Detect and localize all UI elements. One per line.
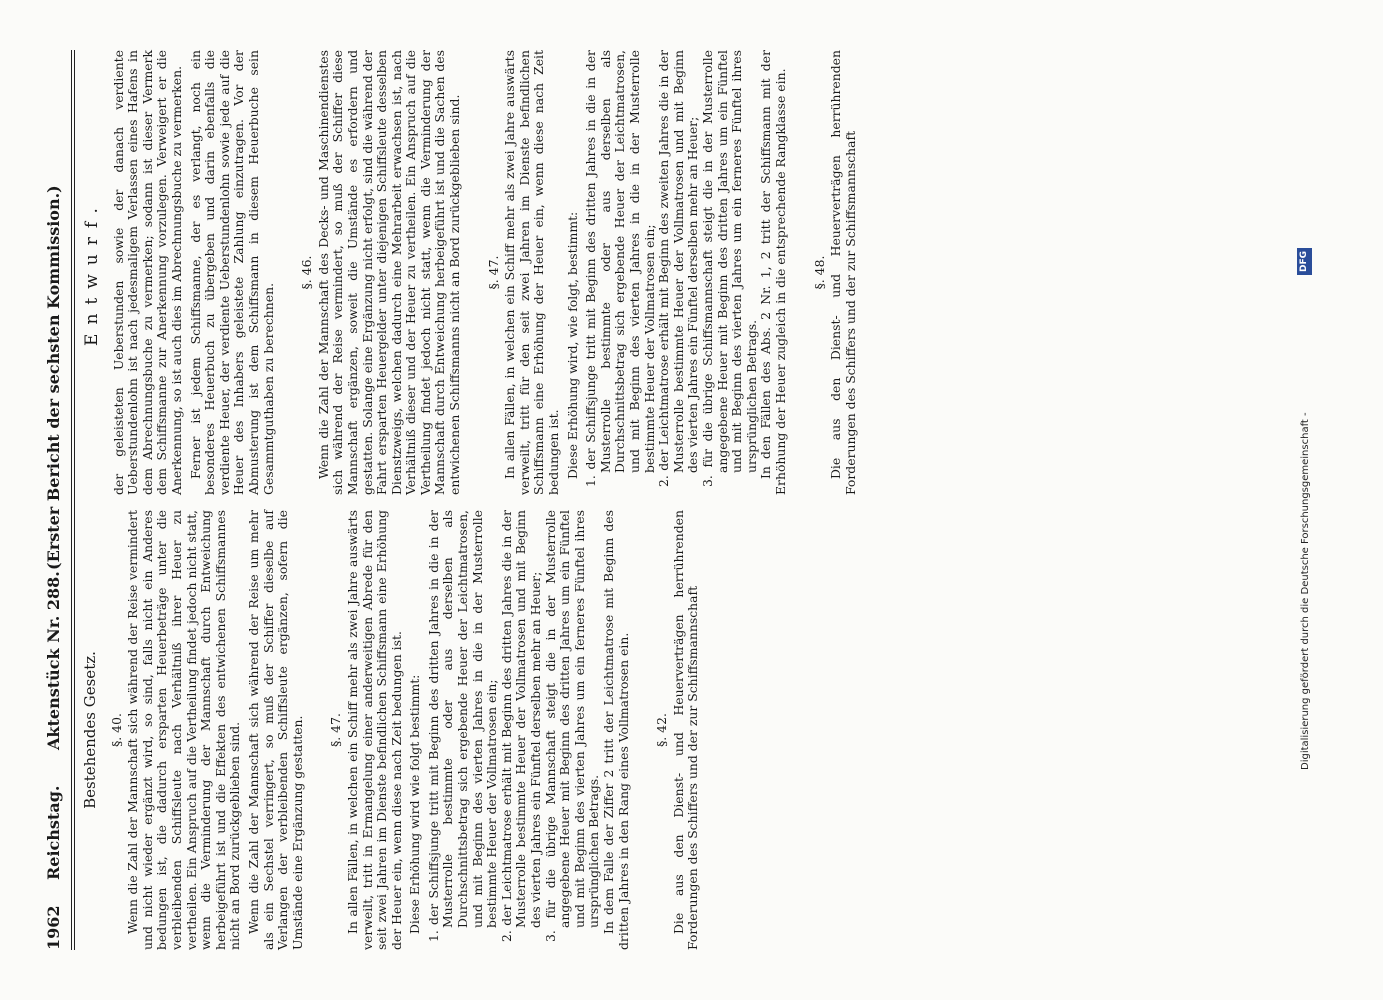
paragraph: Wenn die Zahl der Mannschaft sich während der Reise um mehr als ein Sechstel verringert, so muß der Schiffer dieselbe auf Verlangen der verbleibenden Schiffsleute ergänzen, sofern die Umstände eine Ergänzung gestatten. xyxy=(245,510,305,950)
header-reichstag: Reichstag. xyxy=(44,785,63,880)
section-number: §. 47. xyxy=(328,713,344,747)
paragraph: der geleisteten Ueberstunden sowie der danach verdiente Ueberstundenlohn ist nach jedesmaligem Verlassen eines Hafens in dem Abrechnungsbuche zu vermerken; sodann ist dieser Vermerk dem Schiffsmanne zur Anerkennung vorzulegen. Verweigert er die Anerkennung, so ist auch dies im Abrechnungsbuche zu vermerken. xyxy=(110,50,184,495)
left-column xyxy=(81,510,705,950)
list-item: 2. der Leichtmatrose erhält mit Beginn des dritten Jahres die in der Musterrolle bestimmte Heuer der Vollmatrosen und mit Beginn des vierten Jahres ein Fünftel derselben mehr an Heuer; xyxy=(498,510,544,942)
header-bericht: (Erster Bericht der sechsten Kommission.) xyxy=(44,185,63,570)
rotated-document xyxy=(41,50,1341,950)
list-item: 2. der Leichtmatrose erhält mit Beginn des zweiten Jahres die in der Musterrolle bestimmte Heuer der Vollmatrosen und mit Beginn des vierten Jahres ein Fünftel derselben mehr an Heuer; xyxy=(656,50,701,487)
page-number: 1962 xyxy=(44,905,63,950)
spacer xyxy=(467,50,481,495)
paragraph: Diese Erhöhung wird, wie folgt, bestimmt: xyxy=(564,211,580,479)
section-number: §. 40. xyxy=(108,713,124,747)
paragraph: In den Fällen des Abs. 2 Nr. 1, 2 tritt der Schiffsmann mit der Erhöhung der Heuer zugleich in die entsprechende Rangklasse ein. xyxy=(758,50,788,495)
header-aktenstueck: Aktenstück Nr. 288. xyxy=(44,571,63,750)
page-header xyxy=(44,50,71,950)
spacer xyxy=(635,510,649,950)
paragraph: Wenn die Zahl der Mannschaft des Decks- und Maschinendienstes sich während der Reise vermindert, so muß der Schiffer diese Mannschaft ergänzen, soweit die Umstände es erfordern und gestatten. Solange eine Ergänzung nicht erfolgt, sind die während der Fahrt ersparten Heuergelder unter diejenigen Schiffsleute desselben Dienstzweigs, welchen dadurch eine Mehrarbeit erwachsen ist, nach Verhältniß dieser und der Heuer zu vertheilen. Ein Anspruch auf die Vertheilung findet jedoch nicht statt, wenn die Verminderung der Mannschaft durch Entweichung herbeigeführt ist und die Sachen des entwichenen Schiffsmanns nicht an Bord zurückgeblieben sind. xyxy=(315,50,463,495)
list-item: 3. für die übrige Schiffsmannschaft steigt die in der Musterrolle angegebene Heuer mit Beginn des dritten Jahres um ein Fünftel und mit Beginn des vierten Jahres um ein ferneres Fünftel ihres ursprünglichen Betrags. xyxy=(699,50,759,487)
paragraph: Die aus den Dienst- und Heuerverträgen herrührenden Forderungen des Schiffers und der zur Schiffsmannschaft xyxy=(828,50,858,495)
paragraph: In dem Falle der Ziffer 2 tritt der Leichtmatrose mit Beginn des dritten Jahres in den Rang eines Vollmatrosen ein. xyxy=(601,510,631,950)
spacer xyxy=(309,510,323,950)
right-column-heading: Entwurf. xyxy=(82,199,102,346)
list-item: 3. für die übrige Mannschaft steigt die in der Musterrolle angegebene Heuer mit Beginn des dritten Jahres um ein Fünftel und mit Beginn des vierten Jahres um ein ferneres Fünftel ihres ursprünglichen Betrags. xyxy=(542,510,602,942)
digitization-note: Digitalisierung gefördert durch die Deutsche Forschungsgemeinschaft - xyxy=(1300,412,1311,770)
header-rule-thin xyxy=(74,50,75,950)
section-number: §. 46. xyxy=(299,255,315,290)
spacer xyxy=(793,50,807,495)
spacer xyxy=(280,50,294,495)
list-item: 1. der Schiffsjunge tritt mit Beginn des dritten Jahres in die in der Musterrolle bestimmte oder aus derselben als Durchschnittsbetrag sich ergebende Heuer der Leichtmatrosen, und mit Beginn des vierten Jahres in die in der Musterrolle bestimmte Heuer der Vollmatrosen ein; xyxy=(425,510,500,942)
paragraph: In allen Fällen, in welchen ein Schiff mehr als zwei Jahre auswärts verweilt, tritt für den seit zwei Jahren im Dienste befindlichen Schiffsmann eine Erhöhung der Heuer ein, wenn diese nach Zeit bedungen ist. xyxy=(502,50,562,495)
dfg-logo: DFG xyxy=(1297,248,1312,275)
section-number: §. 47. xyxy=(485,255,501,290)
list-item: 1. der Schiffsjunge tritt mit Beginn des dritten Jahres in die in der Musterrolle bestimmte oder aus derselben als Durchschnittsbetrag sich ergebende Heuer der Leichtmatrosen, und mit Beginn des vierten Jahres in die in der Musterrolle bestimmte Heuer der Vollmatrosen ein; xyxy=(583,50,657,487)
section-number: §. 48. xyxy=(811,255,827,290)
section-number: §. 42. xyxy=(654,713,670,747)
paragraph: Diese Erhöhung wird wie folgt bestimmt: xyxy=(407,674,423,934)
paragraph: Wenn die Zahl der Mannschaft sich während der Reise vermindert und nicht wieder ergänzt wird, so sind, falls nicht ein Anderes bedungen ist, die dadurch ersparten Heuerbeträge unter die verbleibenden Schiffsleute nach Verhältniß ihrer Heuer zu vertheilen. Ein Anspruch auf die Vertheilung findet jedoch nicht statt, wenn die Verminderung der Mannschaft durch Entweichung herbeigeführt ist und die Effekten des entwichenen Schiffsmannes nicht an Bord zurückgeblieben sind. xyxy=(125,510,243,950)
header-rule xyxy=(71,50,72,950)
paragraph: Ferner ist jedem Schiffsmanne, der es verlangt, noch ein besonderes Heuerbuch zu übergeben und darin ebenfalls die verdiente Heuer, der verdiente Ueberstundenlohn sowie jede auf die Heuer des Inhabers geleistete Zahlung einzutragen. Vor der Abmusterung ist dem Schiffsmann in diesem Heuerbuche sein Gesammtguthaben zu berechnen. xyxy=(187,50,276,495)
right-column xyxy=(81,50,862,495)
paragraph: Die aus den Dienst- und Heuerverträgen herrührenden Forderungen des Schiffers und der zur Schiffsmannschaft xyxy=(670,510,701,950)
left-column-heading: Bestehendes Gesetz. xyxy=(81,651,99,809)
paragraph: In allen Fällen, in welchen ein Schiff mehr als zwei Jahre auswärts verweilt, tritt in Ermangelung einer anderweitigen Abrede für den seit zwei Jahren im Dienste befindlichen Schiffsmann eine Erhöhung der Heuer ein, wenn diese nach Zeit bedungen ist. xyxy=(344,510,404,950)
